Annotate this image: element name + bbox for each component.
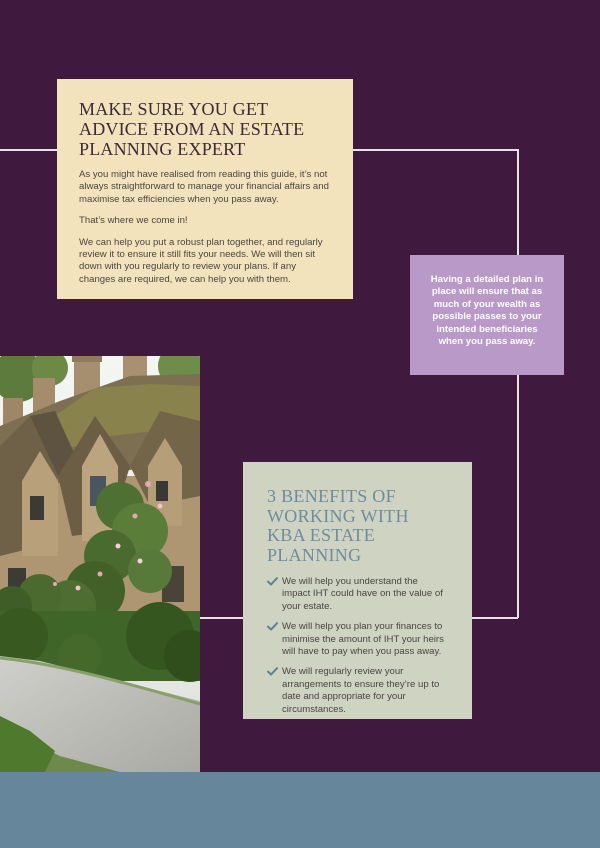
- benefits-heading: 3 BENEFITS OF WORKING WITH KBA ESTATE PLANNING: [267, 486, 409, 565]
- benefits-card: [243, 462, 472, 719]
- footer-band: [0, 772, 600, 848]
- benefit-item: [267, 621, 448, 658]
- connector-line-mid-right: [472, 617, 518, 619]
- connector-line-right-upper: [517, 149, 519, 255]
- benefit-text: We will help you plan your finances to minimise the amount of IHT your heirs will have to pay when you pass away.: [282, 621, 444, 658]
- connector-line-top-right: [353, 149, 518, 151]
- expert-advice-heading: MAKE SURE YOU GET ADVICE FROM AN ESTATE PLANNING EXPERT: [79, 99, 305, 159]
- check-icon: [267, 622, 278, 631]
- expert-advice-paragraph: We can help you put a robust plan together, and regularly review it to ensure it still fits your needs. We will then sit down with you regularly to review your plans. If any changes are required, we can help you with them.: [79, 236, 323, 285]
- check-icon: [267, 667, 278, 676]
- benefits-list: [267, 576, 448, 716]
- plan-callout: [410, 255, 564, 375]
- check-icon: [267, 577, 278, 586]
- expert-advice-paragraph: That’s where we come in!: [79, 215, 188, 227]
- benefit-text: We will help you understand the impact IHT could have on the value of your estate.: [282, 576, 443, 612]
- connector-line-mid-left: [200, 617, 243, 619]
- connector-line-top-left: [0, 149, 57, 151]
- connector-line-right-lower: [517, 375, 519, 618]
- benefit-item: [267, 666, 448, 716]
- plan-callout-text: Having a detailed plan in place will ensure that as much of your wealth as possible passes to your intended beneficiaries when you pass away.: [430, 274, 544, 348]
- benefit-item: [267, 576, 448, 613]
- expert-advice-card: [57, 79, 353, 299]
- benefit-text: We will regularly review your arrangements to ensure they’re up to date and appropriate for your circumstances.: [282, 666, 440, 715]
- stone-cottages-photo: [0, 356, 200, 772]
- expert-advice-paragraph: As you might have realised from reading this guide, it’s not always straightforward to manage your financial affairs and maximise tax efficiencies when you pass away.: [79, 169, 329, 205]
